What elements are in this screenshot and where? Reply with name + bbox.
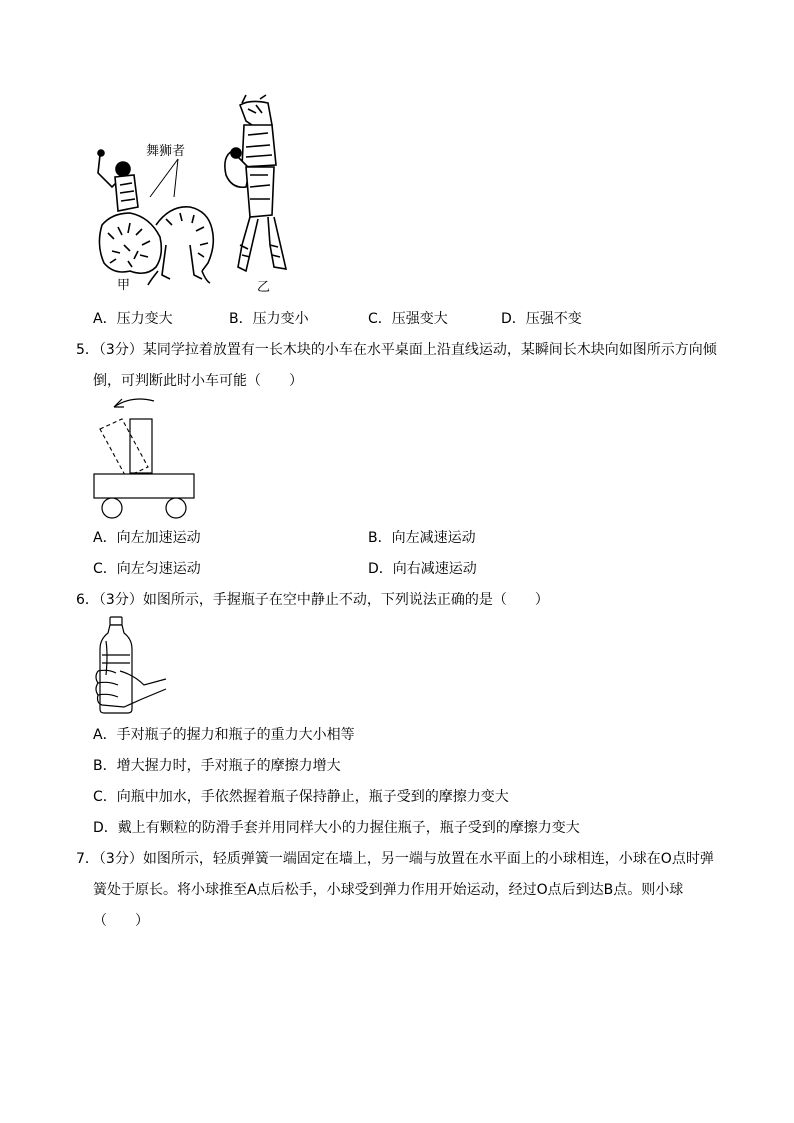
q6-option-b: B．增大握力时，手对瓶子的摩擦力增大 <box>93 758 341 774</box>
q5-option-b: B．向左减速运动 <box>368 530 476 546</box>
q7-stem-line-2: 簧处于原长。将小球推至A点后松手，小球受到弹力作用开始运动，经过O点后到达B点。则小球 <box>93 882 684 898</box>
q4-option-d: D．压强不变 <box>501 311 582 327</box>
hand-holding-bottle-illustration <box>94 615 169 715</box>
q4-option-a: A．压力变大 <box>93 311 173 327</box>
q7-stem-line-1: 7．（3分）如图所示，轻质弹簧一端固定在墙上，另一端与放置在水平面上的小球相连，小球在O点时弹 <box>76 851 714 867</box>
q6-bottle-figure <box>94 615 169 715</box>
q5-option-a: A．向左加速运动 <box>93 530 201 546</box>
cart-with-block-diagram <box>92 395 202 520</box>
q5-cart-figure <box>92 395 202 520</box>
q6-stem: 6．（3分）如图所示，手握瓶子在空中静止不动，下列说法正确的是（ ） <box>76 592 549 608</box>
q4-option-c: C．压强变大 <box>368 311 448 327</box>
q4-lion-dance-figure <box>90 95 310 300</box>
q6-option-a: A．手对瓶子的握力和瓶子的重力大小相等 <box>93 727 355 743</box>
q4-figure-label-a: 甲 <box>117 278 131 293</box>
q5-stem-line-1: 5．（3分）某同学拉着放置有一长木块的小车在水平桌面上沿直线运动，某瞬间长木块向如图所示方向倾 <box>76 342 717 358</box>
q5-option-d: D．向右减速运动 <box>368 561 477 577</box>
lion-dance-illustration <box>90 95 310 300</box>
q4-figure-label-dancer: 舞狮者 <box>146 144 186 159</box>
q5-option-c: C．向左匀速运动 <box>93 561 201 577</box>
q4-option-b: B．压力变小 <box>229 311 309 327</box>
q6-option-c: C．向瓶中加水，手依然握着瓶子保持静止，瓶子受到的摩擦力变大 <box>93 789 509 805</box>
q4-figure-label-b: 乙 <box>257 280 271 295</box>
q6-option-d: D．戴上有颗粒的防滑手套并用同样大小的力握住瓶子，瓶子受到的摩擦力变大 <box>93 820 580 836</box>
q7-stem-line-3: （ ） <box>93 913 149 929</box>
q5-stem-line-2: 倒，可判断此时小车可能（ ） <box>93 373 303 389</box>
